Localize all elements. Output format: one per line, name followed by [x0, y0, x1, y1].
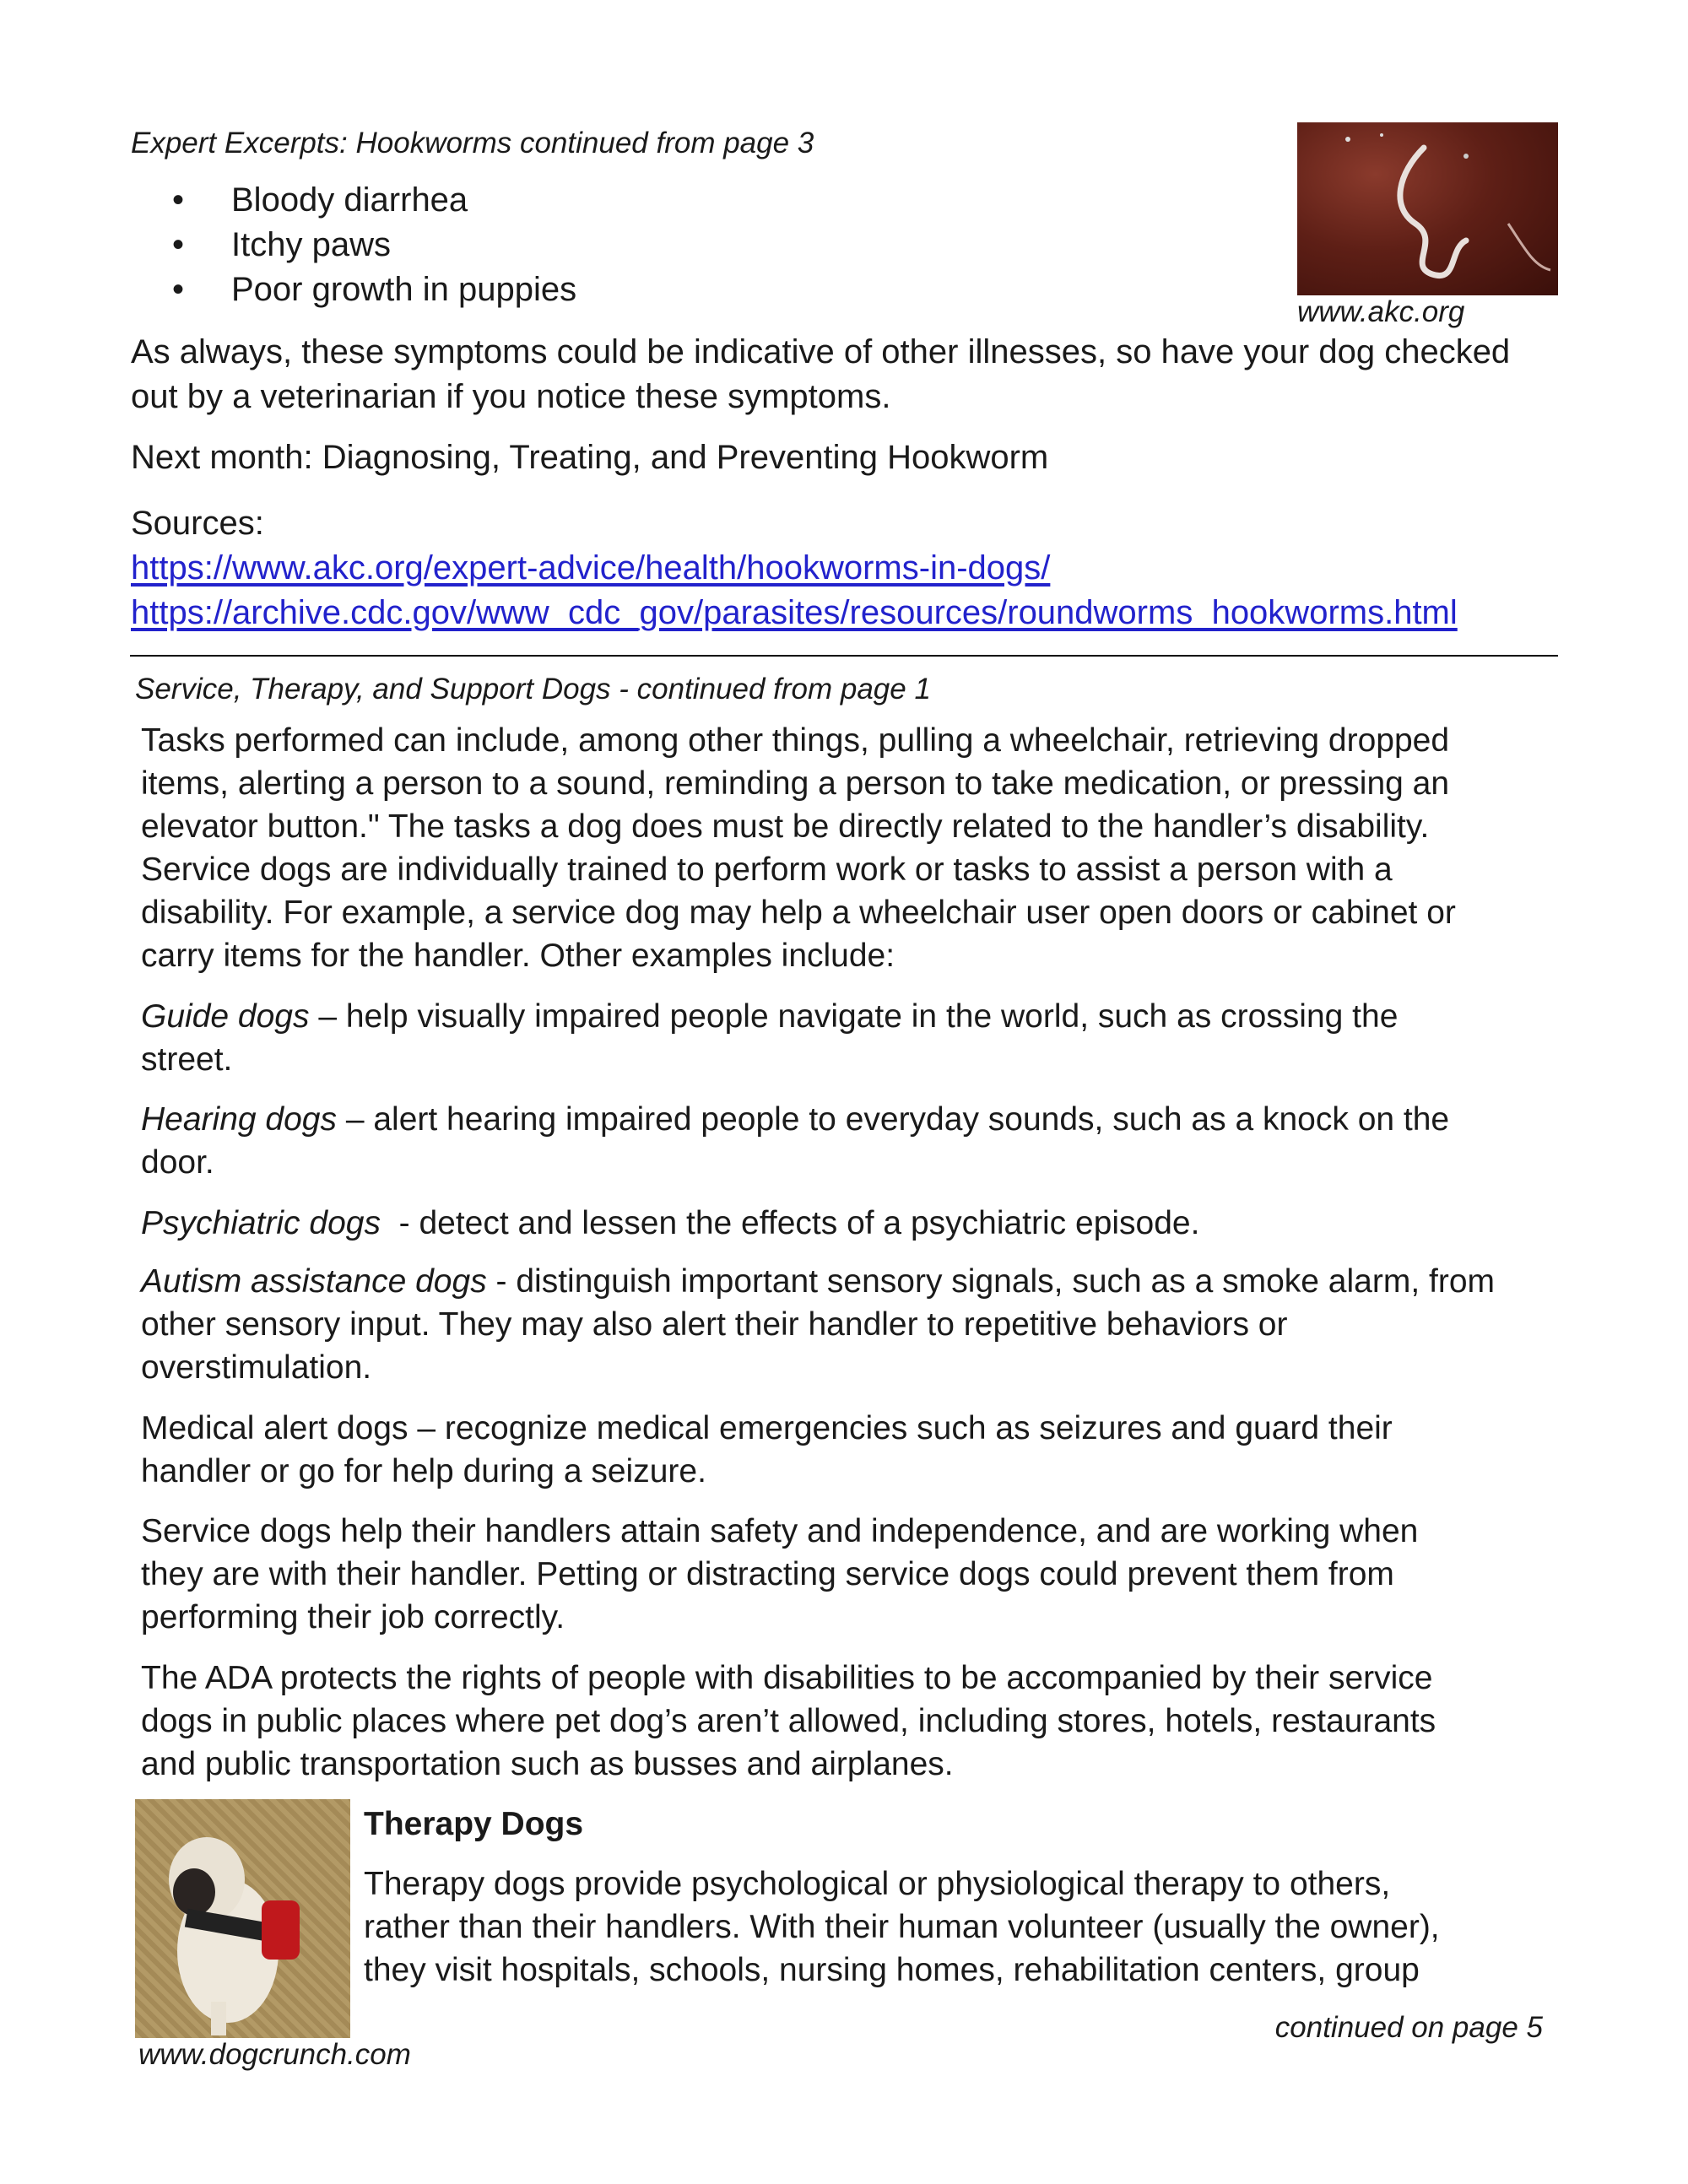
- paragraph-line: and public transportation such as busses and airplanes.: [141, 1746, 954, 1782]
- paragraph-line: disability. For example, a service dog may help a wheelchair user open doors or cabinet or: [141, 895, 1456, 931]
- list-item: [172, 223, 576, 268]
- paragraph-line: out by a veterinarian if you notice these symptoms.: [131, 378, 891, 415]
- list-item-text: Itchy paws: [231, 226, 391, 263]
- sources-label: Sources:: [131, 505, 264, 542]
- list-item-text: Bloody diarrhea: [231, 181, 468, 219]
- autism-dogs-paragraph: [141, 1260, 1495, 1389]
- akc-image-caption: www.akc.org: [1297, 295, 1465, 328]
- list-item: [172, 268, 577, 312]
- bullet-icon: •: [172, 226, 185, 263]
- ada-paragraph: [141, 1657, 1436, 1786]
- continued-on-page-note: continued on page 5: [1274, 2011, 1543, 2044]
- service-continued-header: Service, Therapy, and Support Dogs - continued from page 1: [135, 673, 931, 705]
- paragraph-line: other sensory input. They may also alert their handler to repetitive behaviors or: [141, 1306, 1288, 1343]
- paragraph-line: Medical alert dogs – recognize medical emergencies such as seizures and guard their: [141, 1410, 1393, 1446]
- paragraph-line: Service dogs are individually trained to perform work or tasks to assist a person with a: [141, 851, 1393, 888]
- therapy-dogs-paragraph: [364, 1862, 1440, 1992]
- paragraph-line: – help visually impaired people navigate in the world, such as crossing the: [309, 998, 1399, 1035]
- section-divider: [130, 655, 1558, 657]
- paragraph-line: door.: [141, 1144, 214, 1181]
- paragraph-line: Tasks performed can include, among other things, pulling a wheelchair, retrieving dropped: [141, 722, 1450, 759]
- hearing-dogs-term: Hearing dogs: [141, 1101, 337, 1138]
- paragraph-line: - distinguish important sensory signals, such as a smoke alarm, from: [486, 1263, 1496, 1300]
- symptom-list: [172, 178, 577, 312]
- paragraph-line: they are with their handler. Petting or distracting service dogs could prevent them from: [141, 1556, 1394, 1592]
- paragraph-line: Therapy dogs provide psychological or physiological therapy to others,: [364, 1866, 1391, 1902]
- paragraph-line: dogs in public places where pet dog’s aren’t allowed, including stores, hotels, restaurants: [141, 1703, 1436, 1739]
- hookworms-continued-header: Expert Excerpts: Hookworms continued from page 3: [131, 127, 814, 159]
- bullet-icon: •: [172, 271, 185, 308]
- hookworm-photo: [1297, 122, 1558, 295]
- guide-dogs-term: Guide dogs: [141, 998, 310, 1035]
- paragraph-line: elevator button." The tasks a dog does must be directly related to the handler’s disability.: [141, 808, 1430, 845]
- paragraph-line: they visit hospitals, schools, nursing homes, rehabilitation centers, group: [364, 1952, 1420, 1988]
- psychiatric-dogs-paragraph: [141, 1202, 1199, 1245]
- service-intro-paragraph: [141, 719, 1456, 977]
- safety-paragraph: [141, 1510, 1418, 1639]
- therapy-pug-photo: [135, 1799, 350, 2038]
- paragraph-line: Service dogs help their handlers attain safety and independence, and are working when: [141, 1513, 1419, 1549]
- guide-dogs-paragraph: [141, 995, 1398, 1081]
- sources-block: [131, 501, 1458, 635]
- paragraph-line: handler or go for help during a seizure.: [141, 1453, 706, 1489]
- closing-paragraph: [131, 330, 1510, 419]
- cdc-source-link[interactable]: https://archive.cdc.gov/www_cdc_gov/parasites/resources/roundworms_hookworms.html: [131, 594, 1458, 631]
- list-item-text: Poor growth in puppies: [231, 271, 577, 308]
- medical-alert-paragraph: [141, 1407, 1393, 1493]
- paragraph-line: overstimulation.: [141, 1349, 372, 1386]
- list-item: [172, 178, 576, 223]
- therapy-dogs-heading: Therapy Dogs: [364, 1806, 584, 1842]
- paragraph-line: street.: [141, 1041, 233, 1078]
- paragraph-line: – alert hearing impaired people to everyday sounds, such as a knock on the: [336, 1101, 1450, 1138]
- next-month-note: Next month: Diagnosing, Treating, and Preventing Hookworm: [131, 439, 1049, 476]
- paragraph-line: rather than their handlers. With their human volunteer (usually the owner),: [364, 1909, 1440, 1945]
- paragraph-line: carry items for the handler. Other examples include:: [141, 938, 895, 974]
- dogcrunch-image-caption: www.dogcrunch.com: [138, 2038, 411, 2071]
- bullet-icon: •: [172, 181, 185, 219]
- hearing-dogs-paragraph: [141, 1098, 1449, 1184]
- autism-dogs-term: Autism assistance dogs: [141, 1263, 487, 1300]
- paragraph-line: As always, these symptoms could be indicative of other illnesses, so have your dog checked: [131, 333, 1511, 370]
- paragraph-line: - detect and lessen the effects of a psychiatric episode.: [380, 1205, 1200, 1241]
- paragraph-line: performing their job correctly.: [141, 1599, 565, 1635]
- paragraph-line: items, alerting a person to a sound, reminding a person to take medication, or pressing an: [141, 765, 1450, 802]
- paragraph-line: The ADA protects the rights of people with disabilities to be accompanied by their service: [141, 1660, 1433, 1696]
- psychiatric-dogs-term: Psychiatric dogs: [141, 1205, 381, 1241]
- akc-source-link[interactable]: https://www.akc.org/expert-advice/health/hookworms-in-dogs/: [131, 549, 1051, 587]
